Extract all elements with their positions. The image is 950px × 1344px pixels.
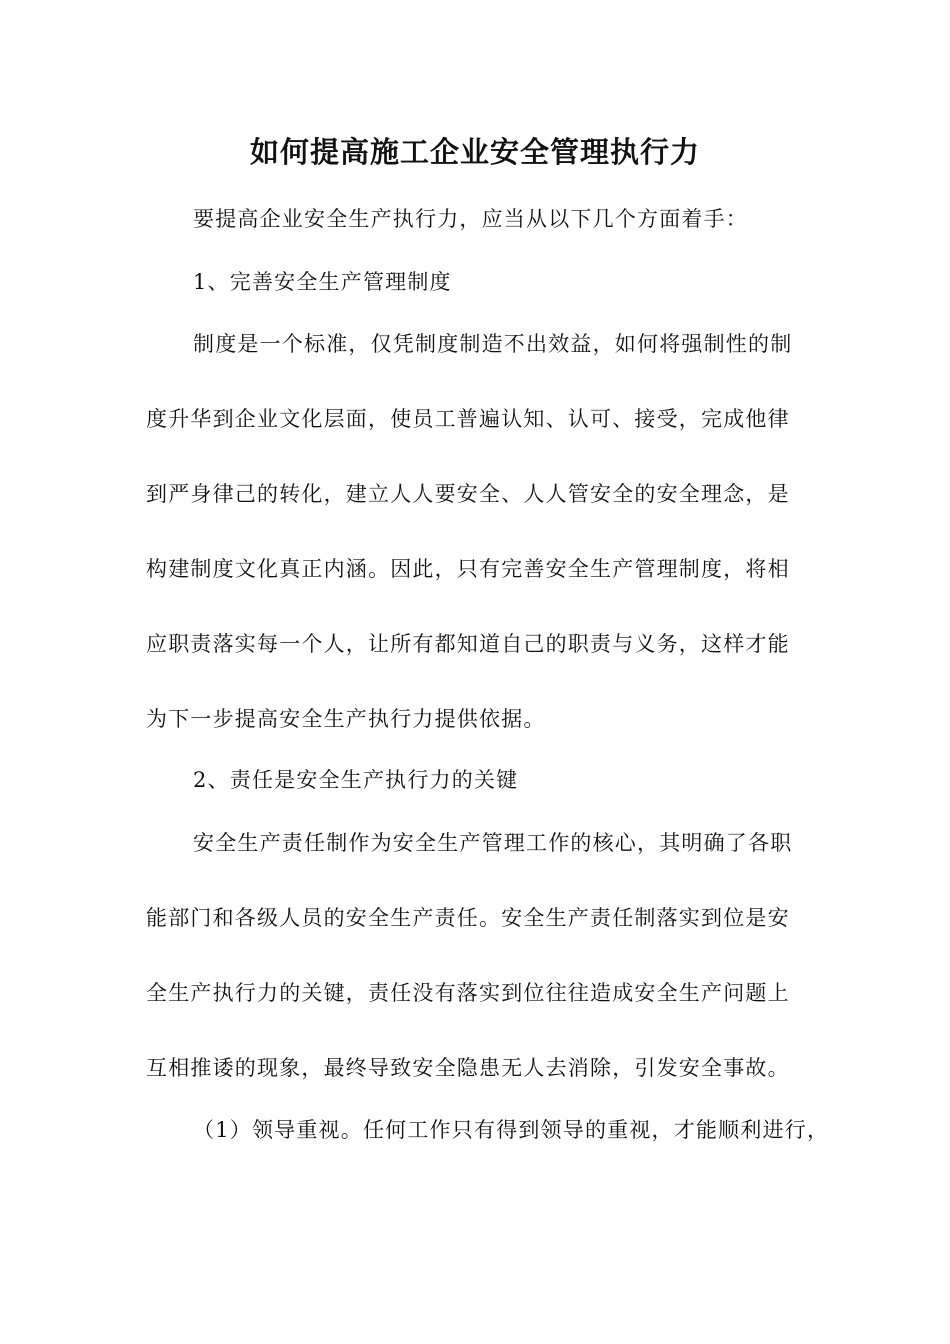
paragraph-line: 互相推诿的现象，最终导致安全隐患无人去消除，引发安全事故。 bbox=[146, 1056, 790, 1080]
paragraph-line: 安全生产责任制作为安全生产管理工作的核心，其明确了各职 bbox=[193, 831, 793, 855]
section-heading-1: 1、完善安全生产管理制度 bbox=[193, 270, 452, 294]
paragraph-line: 全生产执行力的关键，责任没有落实到位往往造成安全生产问题上 bbox=[146, 981, 790, 1005]
paragraph-line: 到严身律己的转化，建立人人要安全、人人管安全的安全理念，是 bbox=[146, 482, 790, 506]
paragraph-intro: 要提高企业安全生产执行力，应当从以下几个方面着手： bbox=[193, 207, 748, 231]
paragraph-line: （1）领导重视。任何工作只有得到领导的重视，才能顺利进行， bbox=[193, 1118, 830, 1142]
paragraph-line: 构建制度文化真正内涵。因此，只有完善安全生产管理制度，将相 bbox=[146, 557, 790, 581]
paragraph-line: 为下一步提高安全生产执行力提供依据。 bbox=[146, 707, 546, 731]
paragraph-line: 度升华到企业文化层面，使员工普遍认知、认可、接受，完成他律 bbox=[146, 407, 790, 431]
section-heading-2: 2、责任是安全生产执行力的关键 bbox=[193, 768, 519, 792]
paragraph-line: 能部门和各级人员的安全生产责任。安全生产责任制落实到位是安 bbox=[146, 906, 790, 930]
document-title: 如何提高施工企业安全管理执行力 bbox=[249, 135, 700, 169]
paragraph-line: 应职责落实每一个人，让所有都知道自己的职责与义务，这样才能 bbox=[146, 632, 790, 656]
paragraph-line: 制度是一个标准，仅凭制度制造不出效益，如何将强制性的制 bbox=[193, 332, 793, 356]
